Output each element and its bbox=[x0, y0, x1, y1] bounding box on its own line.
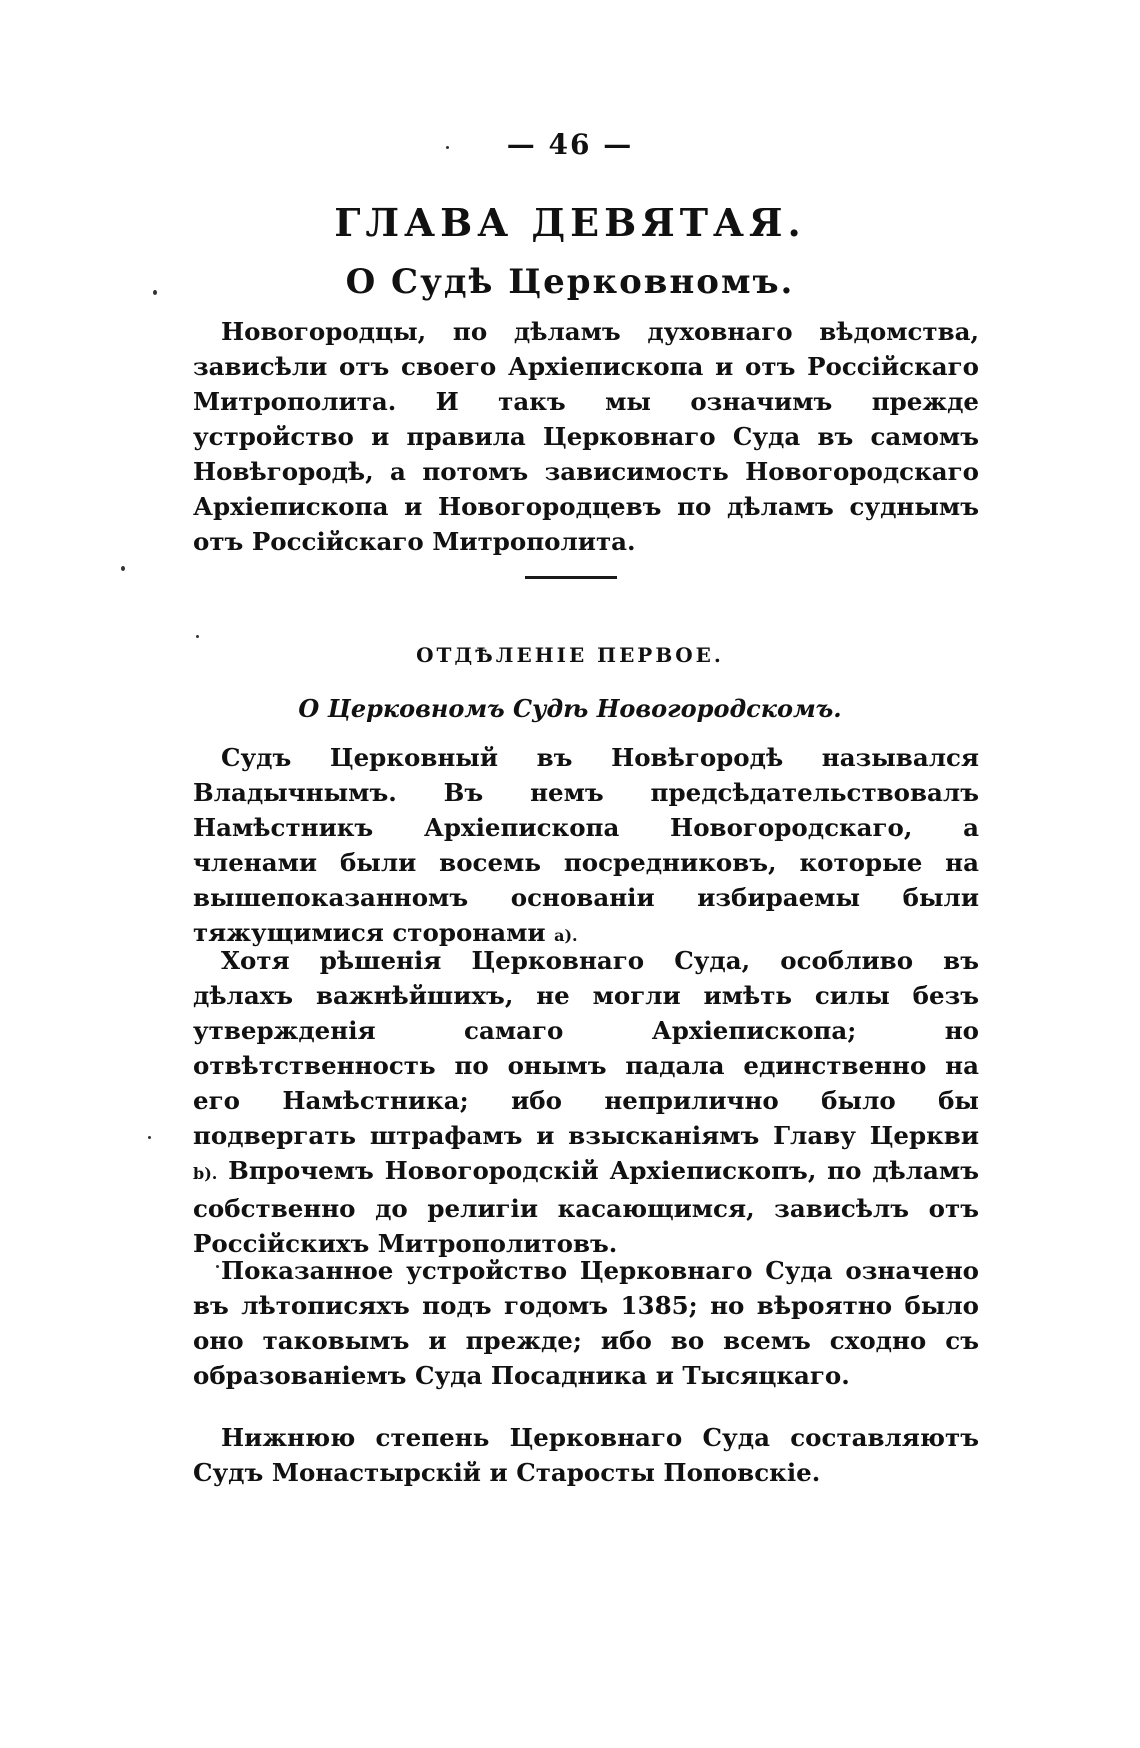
speck-mark bbox=[121, 566, 125, 571]
speck-mark bbox=[446, 146, 449, 149]
paragraph-text-before: Хотя рѣшенія Церковнаго Суда, особливо въ дѣлахъ важнѣйшихъ, не могли имѣть силы безъ утвержденія самаго Архіепископа; но отвѣтственность по онымъ падала единственно на его Намѣстника; ибо неприлично было бы подвергать штрафамъ и взысканіямъ Главу Церкви bbox=[193, 946, 979, 1150]
footnote-ref-a: a). bbox=[554, 926, 578, 945]
section-divider bbox=[525, 576, 617, 579]
paragraph-text-after: Впрочемъ Новогородскій Архіепископъ, по дѣламъ собственно до религіи касающимся, зависѣлъ отъ Россійскихъ Митрополитовъ. bbox=[193, 1156, 979, 1258]
speck-mark bbox=[216, 1265, 219, 1268]
paragraph-court-composition bbox=[193, 740, 979, 953]
intro-paragraph: Новогородцы, по дѣламъ духовнаго вѣдомства, зависѣли отъ своего Архіепископа и отъ Россійскаго Митрополита. И такъ мы означимъ прежде устройство и правила Церковнаго Суда въ самомъ Новѣгородѣ, а потомъ зависимость Новогородскаго Архіепископа и Новогородцевъ по дѣламъ суднымъ отъ Россійскаго Митрополита. bbox=[193, 317, 979, 556]
page-number: — 46 — bbox=[506, 128, 634, 161]
section-title: ОТДѢЛЕНІЕ ПЕРВОЕ. bbox=[416, 643, 724, 667]
chapter-title: ГЛАВА ДЕВЯТАЯ. bbox=[334, 200, 806, 245]
footnote-ref-b: b). bbox=[193, 1164, 218, 1183]
speck-mark bbox=[153, 290, 157, 295]
chapter-subtitle: О Судѣ Церковномъ. bbox=[345, 262, 795, 302]
paragraph-text: Судъ Церковный въ Новѣгородѣ назывался Владычнымъ. Въ немъ предсѣдательствовалъ Намѣстникъ Архіепископа Новогородскаго, а членами были восемь посредниковъ, которые на вышепоказанномъ основаніи избираемы были тяжущимися сторонами bbox=[193, 743, 979, 947]
paragraph-chronicle-record: Показанное устройство Церковнаго Суда означено въ лѣтописяхъ подъ годомъ 1385; но вѣроятно было оно таковымъ и прежде; ибо во всемъ сходно съ образованіемъ Суда Посадника и Тысяцкаго. bbox=[193, 1256, 979, 1390]
paragraph-court-decisions bbox=[193, 943, 979, 1261]
speck-mark bbox=[148, 1136, 151, 1139]
paragraph-lower-courts: Нижнюю степень Церковнаго Суда составляютъ Судъ Монастырскій и Старосты Поповскіе. bbox=[193, 1423, 979, 1487]
section-subtitle: О Церковномъ Судѣ Новогородскомъ. bbox=[298, 694, 842, 723]
speck-mark bbox=[196, 635, 199, 638]
